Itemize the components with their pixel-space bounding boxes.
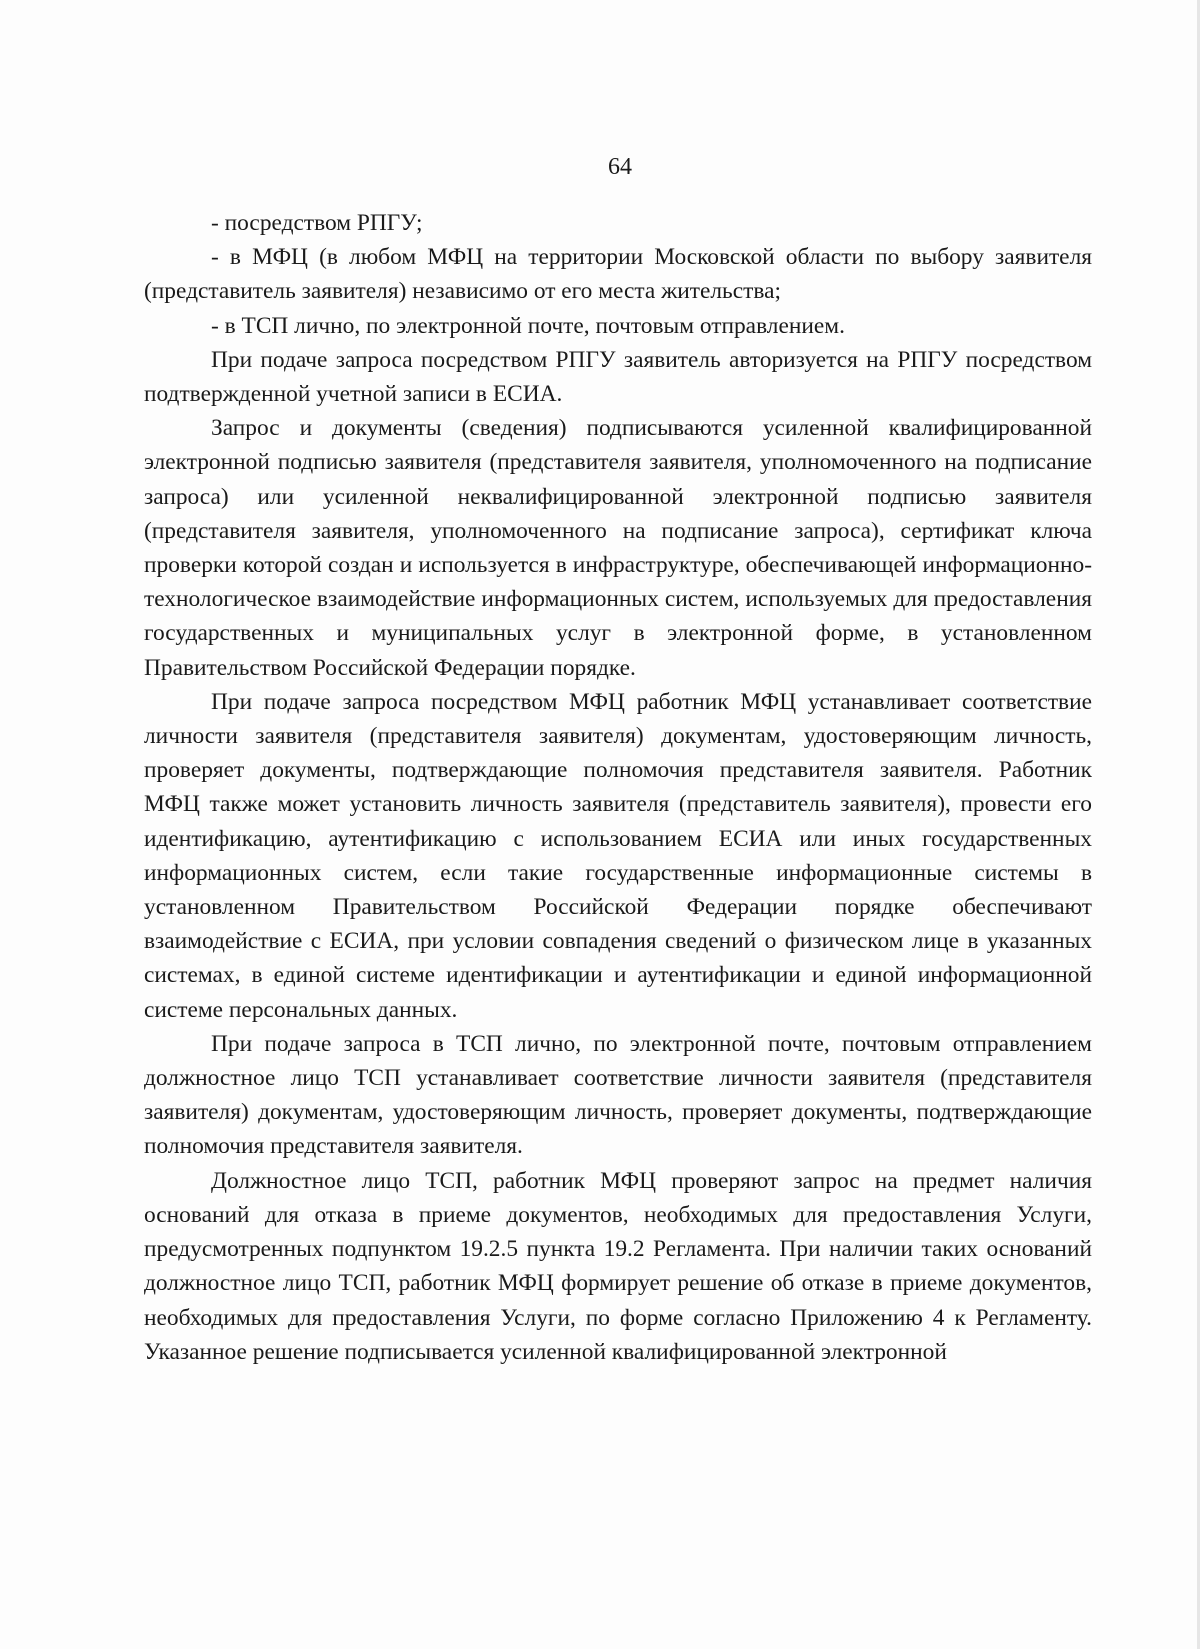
paragraph-list-item-rpgu: - посредством РПГУ; <box>211 210 423 236</box>
paragraph-electronic-signature: Запрос и документы (сведения) подписываются усиленной квалифицированной электронной подписью заявителя (представителя заявителя, уполномоченного на подписание запроса) или усиленной неквалифицированной электронной подписью заявителя (представителя заявителя, уполномоченного на подписание запроса), сертификат ключа проверки которой создан и используется в инфраструктуре, обеспечивающей информационно-технологическое взаимодействие информационных систем, используемых для предоставления государственных и муниципальных услуг в электронной форме, в установленном Правительством Российской Федерации порядке. <box>144 415 1092 681</box>
page-number: 64 <box>608 154 632 180</box>
paragraph-mfc-identification: При подаче запроса посредством МФЦ работник МФЦ устанавливает соответствие личности заявителя (представителя заявителя) документам, удостоверяющим личность, проверяет документы, подтверждающие полномочия представителя заявителя. Работник МФЦ также может установить личность заявителя (представитель заявителя), провести его идентификацию, аутентификацию с использованием ЕСИА или иных государственных информационных систем, если такие государственные информационные системы в установленном Правительством Российской Федерации порядке обеспечивают взаимодействие с ЕСИА, при условии совпадения сведений о физическом лице в указанных системах, в единой системе идентификации и аутентификации и единой информационной системе персональных данных. <box>144 688 1092 1023</box>
paragraph-refusal-check: Должностное лицо ТСП, работник МФЦ проверяют запрос на предмет наличия оснований для отказа в приеме документов, необходимых для предоставления Услуги, предусмотренных подпунктом 19.2.5 пункта 19.2 Регламента. При наличии таких оснований должностное лицо ТСП, работник МФЦ формирует решение об отказе в приеме документов, необходимых для предоставления Услуги, по форме согласно Приложению 4 к Регламенту. Указанное решение подписывается усиленной квалифицированной электронной <box>144 1167 1092 1365</box>
document-body <box>144 206 1092 1369</box>
paragraph-rpgu-authorization: При подаче запроса посредством РПГУ заявитель авторизуется на РПГУ посредством подтвержденной учетной записи в ЕСИА. <box>144 346 1092 408</box>
paragraph-tsp-identification: При подаче запроса в ТСП лично, по электронной почте, почтовым отправлением должностное лицо ТСП устанавливает соответствие личности заявителя (представителя заявителя) документам, удостоверяющим личность, проверяет документы, подтверждающие полномочия представителя заявителя. <box>144 1030 1092 1160</box>
paragraph-list-item-tsp: - в ТСП лично, по электронной почте, почтовым отправлением. <box>211 312 845 339</box>
paragraph-list-item-mfc: - в МФЦ (в любом МФЦ на территории Московской области по выбору заявителя (представитель заявителя) независимо от его места жительства; <box>144 244 1092 305</box>
